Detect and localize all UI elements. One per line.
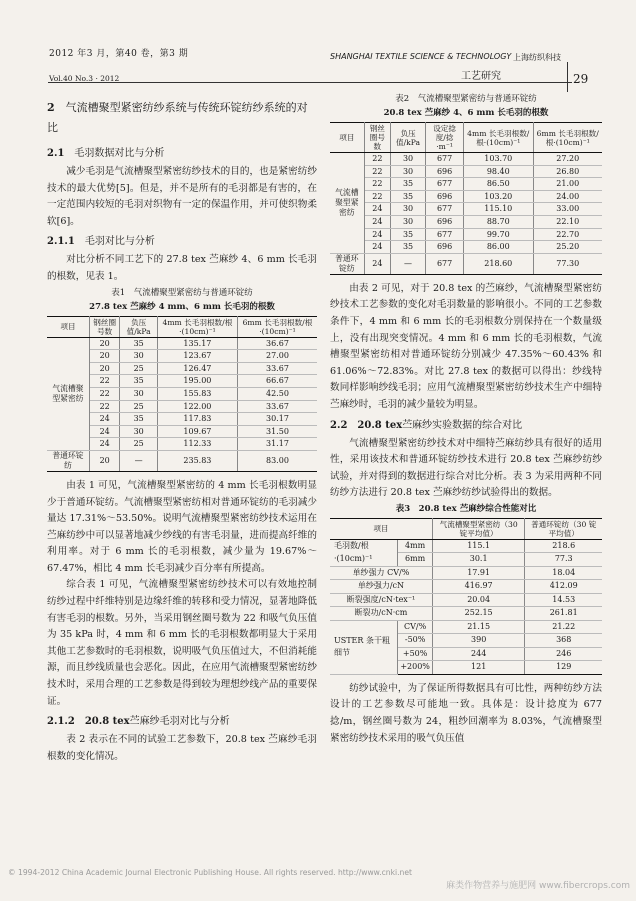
table-header: 气流槽聚型紧密纺（30 锭平均值）: [432, 518, 525, 539]
table-cell: 677: [426, 228, 464, 241]
table-header: 4mm 长毛羽根数/根·(10cm)⁻¹: [464, 123, 533, 153]
table-cell: 83.00: [237, 450, 317, 471]
table-cell: 22: [364, 190, 390, 203]
table-cell: 26.80: [533, 165, 602, 178]
table-cell: 390: [432, 634, 525, 648]
table-cell: 109.67: [157, 425, 237, 438]
table-cell: 696: [426, 190, 464, 203]
table-3: [330, 518, 602, 675]
table-cell: 20: [89, 450, 120, 471]
table-cell: 42.50: [237, 387, 317, 400]
table-cell: 252.15: [432, 607, 525, 621]
table-cell: 24: [89, 438, 120, 451]
table-group-label: 普通环锭纺: [330, 253, 364, 274]
section-2-heading: 2 气流槽聚型紧密纺纱系统与传统环锭纺纱系统的对比: [47, 101, 308, 134]
table-cell: 35: [120, 413, 157, 426]
page-number: 29: [573, 72, 589, 86]
table-cell: 696: [426, 241, 464, 254]
table-header: 项目: [47, 316, 89, 337]
table-cell: 121: [432, 661, 525, 675]
table-cell: 129: [525, 661, 602, 675]
table-header: 普通环锭纺（30 锭平均值）: [525, 518, 602, 539]
table-row-label: 断裂强度/cN·tex⁻¹: [330, 593, 432, 607]
table-cell: 24: [364, 228, 390, 241]
table-cell: 30: [120, 425, 157, 438]
table-cell: 30: [390, 215, 425, 228]
table-cell: 30: [390, 153, 425, 166]
table-cell: 14.53: [525, 593, 602, 607]
table-cell: 18.04: [525, 566, 602, 580]
section-2-1-1-heading: 2.1.1 毛羽对比与分析: [47, 236, 155, 248]
table-cell: 33.67: [237, 362, 317, 375]
issue-line: 2012 年3 月，第40 卷，第3 期: [49, 49, 189, 59]
table-header: 钢丝圈号数: [364, 123, 390, 153]
table-cell: 17.91: [432, 566, 525, 580]
table-cell: 66.67: [237, 375, 317, 388]
table-row: [330, 566, 602, 580]
table-row: [330, 539, 602, 553]
table-row: [330, 253, 602, 274]
table-2-caption: 表2 气流槽聚型紧密纺与普通环锭纺: [395, 94, 537, 104]
table-row: [330, 215, 602, 228]
table-cell: 677: [426, 178, 464, 191]
paragraph: 减少毛羽是气流槽聚型紧密纺纱技术的目的，也是紧密纺纱技术的最大优势[5]。但是，并不是所有的毛羽都是有害的，在一定范围内较短的毛羽对织物有一定的保温作用，并可使织物柔软[6]。: [47, 166, 317, 227]
table-cell: 20: [89, 362, 120, 375]
header-rule: [48, 82, 572, 83]
table-row-label: 毛羽数/根·(10cm)⁻¹: [330, 539, 398, 566]
table-cell: +50%: [398, 647, 433, 661]
section-label: 工艺研究: [461, 71, 501, 82]
left-column: [47, 92, 317, 765]
table-cell: 677: [426, 203, 464, 216]
table-cell: 30.17: [237, 413, 317, 426]
table-row: [47, 450, 317, 471]
table-group-label: 普通环锭纺: [47, 450, 89, 471]
table-cell: 33.00: [533, 203, 602, 216]
table-cell: 21.22: [525, 620, 602, 634]
table-cell: 27.20: [533, 153, 602, 166]
table-1-subcaption: 27.8 tex 苎麻纱 4 mm、6 mm 长毛羽的根数: [89, 301, 275, 312]
table-cell: 696: [426, 165, 464, 178]
table-cell: 30: [120, 387, 157, 400]
table-cell: 261.81: [525, 607, 602, 621]
right-column: [330, 92, 602, 747]
table-cell: 22: [364, 165, 390, 178]
table-cell: 123.67: [157, 350, 237, 363]
table-row: [330, 165, 602, 178]
section-2-2-heading: 2.2 20.8 tex苎麻纱实验数据的综合对比: [330, 419, 523, 431]
table-row: [330, 228, 602, 241]
paragraph: 由表 1 可见，气流槽聚型紧密纺的 4 mm 长毛羽根数明显少于普通环锭纺。气流槽聚型紧密纺相对普通环锭纺的毛羽减少量达 17.31%～53.50%。说明气流槽聚型紧密纺纱技术运用在苎麻纺纱中可以显著地减少纱线的有害毛羽量，进而提高纤维的利用率。对于 6 mm 长的毛羽根数，减少量为 19.67%～67.47%，相比 4 mm 长毛羽减少百分率有所提高。: [47, 479, 317, 574]
table-1: [47, 316, 317, 472]
table-cell: 24: [89, 425, 120, 438]
table-row: [330, 580, 602, 594]
table-cell: 30: [390, 165, 425, 178]
table-row-label: 单纱强力 CV/%: [330, 566, 432, 580]
table-row: [330, 153, 602, 166]
table-3-caption: 表3 20.8 tex 苎麻纱综合性能对比: [395, 503, 537, 514]
table-cell: 235.83: [157, 450, 237, 471]
table-cell: 696: [426, 215, 464, 228]
table-cell: 30: [120, 350, 157, 363]
table-cell: 122.00: [157, 400, 237, 413]
table-cell: 24: [89, 413, 120, 426]
table-group-label: 气流槽聚型紧密纺: [330, 153, 364, 254]
table-cell: 22: [89, 400, 120, 413]
paragraph: 气流槽聚型紧密纺纱技术对中细特苎麻纺纱具有很好的适用性，采用该技术和普通环锭纺纱技术进行 20.8 tex 苎麻纱纺纱试验，并对得到的数据进行综合对比分析。表 3 为采用两种不同纺纱方法进行 20.8 tex 苎麻纱纺纱试验得出的数据。: [330, 437, 602, 499]
table-cell: 35: [120, 337, 157, 350]
table-cell: 677: [426, 253, 464, 274]
table-cell: 22: [364, 178, 390, 191]
table-cell: 155.83: [157, 387, 237, 400]
table-cell: 126.47: [157, 362, 237, 375]
table-cell: 35: [390, 190, 425, 203]
table-cell: 88.70: [464, 215, 533, 228]
table-row: [330, 593, 602, 607]
table-2: [330, 122, 602, 275]
table-cell: 99.70: [464, 228, 533, 241]
table-cell: 218.60: [464, 253, 533, 274]
table-row: [47, 337, 317, 350]
table-cell: 25.20: [533, 241, 602, 254]
table-cell: 218.6: [525, 539, 602, 553]
table-cell: 4mm: [398, 539, 433, 553]
table-row-label: 断裂功/cN·cm: [330, 607, 432, 621]
table-cell: CV/%: [398, 620, 433, 634]
table-row: [330, 190, 602, 203]
table-cell: 77.3: [525, 553, 602, 567]
table-cell: 24: [364, 215, 390, 228]
table-cell: 33.67: [237, 400, 317, 413]
table-row-label: 单纱强力/cN: [330, 580, 432, 594]
section-2-1-heading: 2.1 毛羽数据对比与分析: [47, 148, 165, 159]
table-cell: +200%: [398, 661, 433, 675]
table-cell: 21.00: [533, 178, 602, 191]
paragraph: 对比分析不同工艺下的 27.8 tex 苎麻纱 4、6 mm 长毛羽的根数，见表 1。: [47, 254, 317, 282]
table-header: 6mm 长毛羽根数/根·(10cm)⁻¹: [237, 316, 317, 337]
table-cell: 22: [89, 375, 120, 388]
section-2-1-2-heading: 2.1.2 20.8 tex苎麻纱毛羽对比与分析: [47, 716, 230, 728]
journal-name: SHANGHAI TEXTILE SCIENCE & TECHNOLOGY: [330, 52, 512, 61]
paragraph: 纺纱试验中，为了保证所得数据具有可比性，两种纺纱方法设计的工艺参数尽可能地一致。具体是：设计捻度为 677 捻/m，钢丝圈号数为 24，粗纱回潮率为 8.03%，气流槽聚型紧密纺纱技术采用的吸气负压值: [330, 682, 602, 744]
paragraph: 综合表 1 可见，气流槽聚型紧密纺纱技术可以有效地控制纺纱过程中纤维特别是边缘纤维的转移和受力情况，显著地降低有害毛羽的根数。另外，当采用钢丝圈号数为 22 和吸气负压值为 35 kPa 时，4 mm 和 6 mm 长的毛羽根数都明显大于采用其他工艺参数时的毛羽根数，说明吸气负压值过大，不但消耗能源，而且纱线质量也会恶化。因此，在应用气流槽聚型紧密纺纱技术时，采用合理的工艺参数是得到较为理想纱线产品的重要保证。: [47, 579, 317, 707]
table-cell: 412.09: [525, 580, 602, 594]
table-cell: 20: [89, 350, 120, 363]
table-row: [330, 620, 602, 634]
table-cell: 368: [525, 634, 602, 648]
table-cell: 31.17: [237, 438, 317, 451]
table-cell: 115.10: [464, 203, 533, 216]
table-cell: 416.97: [432, 580, 525, 594]
table-row: [330, 241, 602, 254]
header-divider: [567, 62, 568, 92]
table-cell: 24: [364, 203, 390, 216]
table-row: [330, 203, 602, 216]
paragraph: 由表 2 可见，对于 20.8 tex 的苎麻纱，气流槽聚型紧密纺纱技术工艺参数的变化对毛羽数量的影响很小。不同的工艺参数条件下，4 mm 和 6 mm 长的毛羽根数分别保持在一个数量级上，没有出现突变情况。4 mm 和 6 mm 长的毛羽根数，气流槽聚型紧密纺相对普通环锭纺分别减少 47.35%～60.43% 和 61.06%～72.83%。对比 27.8 tex 的数据可以得出：纱线特数同样影响纱线毛羽；应用气流槽聚型紧密纺纱技术生产中细特苎麻纱时，毛羽的减少量较为明显。: [330, 282, 602, 410]
table-header: 负压值/kPa: [390, 123, 425, 153]
table-cell: 24.00: [533, 190, 602, 203]
table-cell: 20: [89, 337, 120, 350]
table-cell: 20.04: [432, 593, 525, 607]
table-cell: 195.00: [157, 375, 237, 388]
table-row: [330, 607, 602, 621]
table-cell: 31.50: [237, 425, 317, 438]
table-header: 负压值/kPa: [120, 316, 157, 337]
table-cell: 77.30: [533, 253, 602, 274]
table-2-subcaption: 20.8 tex 苎麻纱 4、6 mm 长毛羽的根数: [383, 108, 549, 118]
paragraph: 表 2 表示在不同的试验工艺参数下，20.8 tex 苎麻纱毛羽根数的变化情况。: [47, 734, 317, 762]
table-cell: 22.70: [533, 228, 602, 241]
table-cell: 35: [390, 178, 425, 191]
table-header: 钢丝圈号数: [89, 316, 120, 337]
table-cell: 117.83: [157, 413, 237, 426]
table-cell: 21.15: [432, 620, 525, 634]
copyright-footer: © 1994-2012 China Academic Journal Electronic Publishing House. All rights reserved. http://www.cnki.net: [8, 868, 412, 877]
table-cell: 677: [426, 153, 464, 166]
table-cell: 6mm: [398, 553, 433, 567]
table-cell: 24: [364, 253, 390, 274]
table-cell: 103.70: [464, 153, 533, 166]
table-cell: 86.50: [464, 178, 533, 191]
watermark: 麻类作物营养与施肥网 www.fibercrops.com: [446, 881, 630, 891]
table-cell: 103.20: [464, 190, 533, 203]
table-header: 项目: [330, 123, 364, 153]
table-cell: 24: [364, 241, 390, 254]
table-cell: 25: [120, 438, 157, 451]
table-header: 6mm 长毛羽根数/根·(10cm)⁻¹: [533, 123, 602, 153]
table-cell: 27.00: [237, 350, 317, 363]
table-cell: 35: [390, 228, 425, 241]
table-cell: 30.1: [432, 553, 525, 567]
table-group-label: 气流槽聚型紧密纺: [47, 337, 89, 450]
table-cell: 115.1: [432, 539, 525, 553]
table-cell: —: [390, 253, 425, 274]
page-header: [0, 0, 636, 96]
table-cell: 25: [120, 362, 157, 375]
table-header: 项目: [330, 518, 432, 539]
table-cell: 30: [390, 203, 425, 216]
volume-line: Vol.40 No.3 · 2012: [49, 74, 120, 83]
table-cell: 35: [390, 241, 425, 254]
table-cell: 86.00: [464, 241, 533, 254]
table-1-caption: 表1 气流槽聚型紧密纺与普通环锭纺: [111, 287, 253, 298]
table-header: 设定捻度/捻·m⁻¹: [426, 123, 464, 153]
table-cell: 98.40: [464, 165, 533, 178]
table-cell: 22: [89, 387, 120, 400]
table-row: [330, 178, 602, 191]
journal-name-cn: 上海纺织科技: [513, 53, 561, 62]
table-header: 4mm 长毛羽根数/根·(10cm)⁻¹: [157, 316, 237, 337]
table-cell: 35: [120, 375, 157, 388]
table-cell: -50%: [398, 634, 433, 648]
table-cell: —: [120, 450, 157, 471]
table-cell: 22.10: [533, 215, 602, 228]
table-cell: 25: [120, 400, 157, 413]
table-cell: 22: [364, 153, 390, 166]
table-cell: 244: [432, 647, 525, 661]
table-cell: 135.17: [157, 337, 237, 350]
table-row-label: USTER 条干粗细节: [330, 620, 398, 674]
table-cell: 36.67: [237, 337, 317, 350]
table-cell: 112.33: [157, 438, 237, 451]
table-cell: 246: [525, 647, 602, 661]
